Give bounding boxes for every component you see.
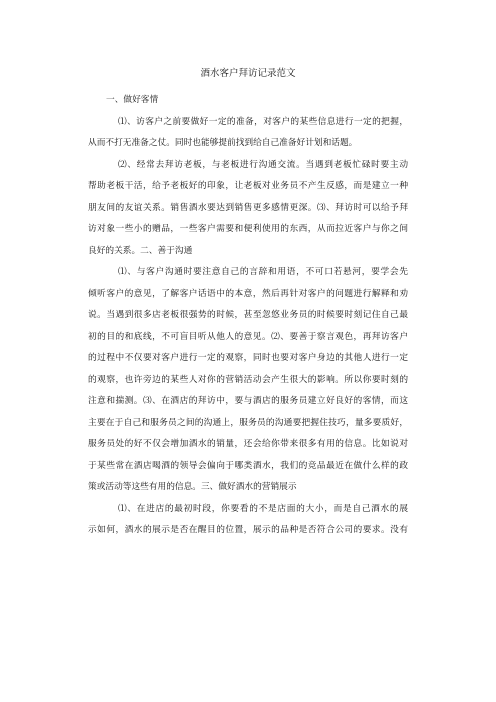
paragraph-line: ⑴、访客户之前要做好一定的准备，对客户的某些信息进行一定的把握， [118,116,408,127]
paragraph-line: 从而不打无准备之仗。同时也能够提前找到给自己准备好计划和话题。 [88,138,358,148]
paragraph-line: ⑵、经常去拜访老板，与老板进行沟通交流。当遇到老板忙碌时要主动 [118,159,408,170]
paragraph-line: 服务员处的好不仅会增加酒水的销量，还会给你带来很多有用的信息。比如说对 [88,439,408,449]
paragraph-line: ⑴、在进店的最初时段，你要看的不是店面的大小，而是自己酒水的展 [118,503,408,514]
paragraph-line: 于某些常在酒店喝酒的领导会偏向于哪类酒水，我们的竞品最近在做什么样的政 [88,460,408,471]
paragraph-line: ⑴、与客户沟通时要注意自己的言辞和用语，不可口若悬河，要学会先 [118,267,408,277]
paragraph-line: 的过程中不仅要对客户进行一定的观察，同时也要对客户身边的其他人进行一定 [88,353,408,363]
paragraph-line: 说。当遇到很多店老板很强势的时候，甚至忽悠业务员的时候要时刻记住自己最 [88,310,408,320]
paragraph-line: 帮助老板干活，给予老板好的印象，让老板对业务员不产生反感，而是建立一种 [88,181,408,191]
paragraph-line: 初的目的和底线，不可盲目听从他人的意见。⑵、要善于察言观色，再拜访客户 [88,331,408,342]
document-body [88,90,408,542]
paragraph-line: 访对象一些小的赠品，一些客户需要和便利使用的东西，从而拉近客户与你之间 [88,224,408,234]
paragraph-line: 策或活动等这些有用的信息。三、做好酒水的营销展示 [88,482,297,492]
paragraph-line: 的观察，也许旁边的某些人对你的营销活动会产生很大的影响。所以你要时刻的 [88,374,408,385]
paragraph-line: 示如何，酒水的展示是否在醒目的位置，展示的品种是否符合公司的要求。没有 [88,525,408,535]
paragraph-line: 良好的关系。二、善于沟通 [88,245,193,256]
paragraph-line: 朋友间的友谊关系。销售酒水要达到销售更多感情更深。⑶、拜访时可以给予拜 [88,202,408,213]
paragraph-line: 注意和揣测。⑶、在酒店的拜访中，要与酒店的服务员建立好良好的客情，而这 [88,396,408,406]
paragraph-line: 主要在于自己和服务员之间的沟通上，服务员的沟通要把握住技巧，量多要质好， [88,417,408,428]
paragraph-line: 倾听客户的意见，了解客户话语中的本意，然后再针对客户的问题进行解释和劝 [88,288,408,299]
section-heading: 一、做好客情 [106,95,159,105]
document-title: 酒水客户拜访记录范文 [200,68,296,79]
